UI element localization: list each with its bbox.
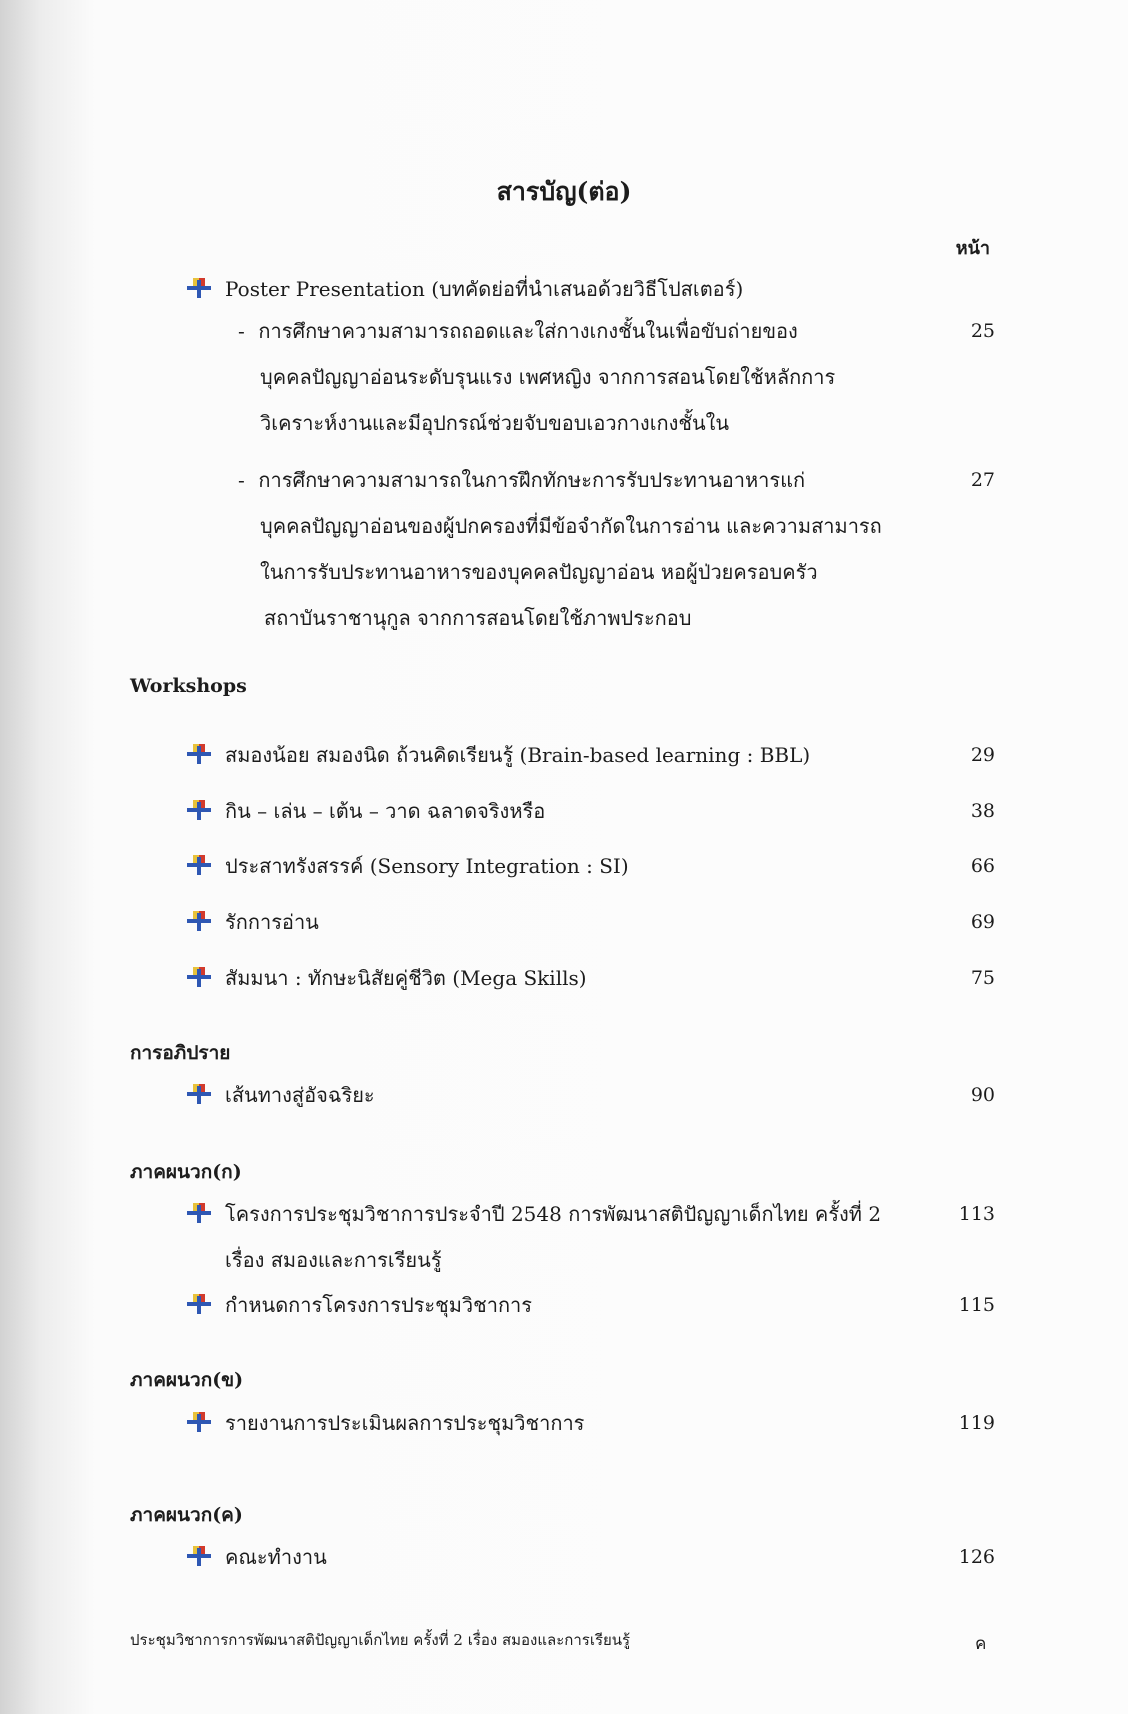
entry-label: เส้นทางสู่อัจฉริยะ bbox=[225, 1083, 375, 1107]
entry-label: สมองน้อย สมองนิด ถ้วนคิดเรียนรู้ (Brain-based learning : BBL) bbox=[225, 743, 811, 767]
entry-line: วิเคราะห์งานและมีอุปกรณ์ช่วยจับขอบเอวกางเกงชั้นใน bbox=[260, 411, 730, 435]
entry-line: เรื่อง สมองและการเรียนรู้ bbox=[225, 1248, 442, 1272]
entry-line: การศึกษาความสามารถถอดและใส่กางเกงชั้นในเพื่อขับถ่ายของ bbox=[258, 319, 798, 343]
bullet-icon bbox=[185, 1202, 213, 1224]
dash-marker: - bbox=[238, 319, 245, 343]
page-title: สารบัญ(ต่อ) bbox=[496, 177, 632, 206]
entry-line: การศึกษาความสามารถในการฝึกทักษะการรับประทานอาหารแก่ bbox=[258, 468, 806, 492]
entry-label: ประสาทรังสรรค์ (Sensory Integration : SI) bbox=[225, 854, 629, 878]
section-heading-workshops: Workshops bbox=[130, 675, 247, 697]
entry-line: บุคคลปัญญาอ่อนของผู้ปกครองที่มีข้อจำกัดในการอ่าน และความสามารถ bbox=[260, 514, 882, 538]
entry-label: คณะทำงาน bbox=[225, 1545, 327, 1569]
bullet-icon bbox=[185, 743, 213, 765]
bullet-icon bbox=[185, 1411, 213, 1433]
entry-label: รักการอ่าน bbox=[225, 910, 319, 934]
bullet-icon bbox=[185, 799, 213, 821]
toc-entry bbox=[185, 955, 587, 1001]
dash-marker: - bbox=[238, 468, 245, 492]
toc-entry bbox=[185, 732, 810, 778]
page-column-header: หน้า bbox=[955, 238, 990, 259]
toc-entry bbox=[185, 843, 629, 889]
toc-entry bbox=[185, 1072, 375, 1118]
toc-entry bbox=[185, 1534, 327, 1580]
page-number: 126 bbox=[958, 1546, 995, 1568]
toc-entry bbox=[185, 1191, 881, 1283]
page-number: 38 bbox=[970, 800, 995, 822]
toc-entry bbox=[185, 788, 545, 834]
page-number: 113 bbox=[958, 1203, 995, 1225]
bullet-icon bbox=[185, 1545, 213, 1567]
section-heading-appendix-b: ภาคผนวก(ข) bbox=[130, 1369, 244, 1391]
page-number: 29 bbox=[970, 744, 995, 766]
page-footer: ประชุมวิชาการการพัฒนาสติปัญญาเด็กไทย ครั้งที่ 2 เรื่อง สมองและการเรียนรู้ bbox=[130, 1631, 631, 1649]
poster-presentation-entry bbox=[185, 266, 743, 312]
entry-label: กำหนดการโครงการประชุมวิชาการ bbox=[225, 1293, 533, 1317]
bullet-icon bbox=[185, 1083, 213, 1105]
entry-label: สัมมนา : ทักษะนิสัยคู่ชีวิต (Mega Skills) bbox=[225, 966, 587, 990]
section-heading-appendix-a: ภาคผนวก(ก) bbox=[130, 1161, 242, 1183]
bullet-icon bbox=[185, 910, 213, 932]
bullet-icon bbox=[185, 854, 213, 876]
entry-label: โครงการประชุมวิชาการประจำปี 2548 การพัฒนาสติปัญญาเด็กไทย ครั้งที่ 2 bbox=[225, 1202, 882, 1226]
section-heading-appendix-c: ภาคผนวก(ค) bbox=[130, 1504, 243, 1526]
page-number: 90 bbox=[970, 1084, 995, 1106]
entry-line: ในการรับประทานอาหารของบุคคลปัญญาอ่อน หอผู้ป่วยครอบครัว bbox=[260, 560, 818, 584]
bullet-icon bbox=[185, 277, 213, 299]
page-number: 119 bbox=[958, 1412, 995, 1434]
page-number: 115 bbox=[958, 1294, 995, 1316]
poster-item-2 bbox=[238, 457, 882, 641]
page-number: 69 bbox=[970, 911, 995, 933]
page-number: 25 bbox=[970, 320, 995, 342]
section-heading-discussion: การอภิปราย bbox=[130, 1042, 231, 1064]
entry-label: กิน – เล่น – เต้น – วาด ฉลาดจริงหรือ bbox=[225, 799, 546, 823]
poster-item-1 bbox=[238, 308, 835, 446]
page-number: 75 bbox=[970, 967, 995, 989]
bullet-icon bbox=[185, 1293, 213, 1315]
entry-line: สถาบันราชานุกูล จากการสอนโดยใช้ภาพประกอบ bbox=[264, 606, 692, 630]
entry-label: รายงานการประเมินผลการประชุมวิชาการ bbox=[225, 1411, 585, 1435]
page-number: 66 bbox=[970, 855, 995, 877]
footer-page-letter: ค bbox=[975, 1634, 987, 1654]
bullet-icon bbox=[185, 966, 213, 988]
toc-entry bbox=[185, 1282, 532, 1328]
toc-entry bbox=[185, 1400, 584, 1446]
toc-entry bbox=[185, 899, 319, 945]
entry-line: บุคคลปัญญาอ่อนระดับรุนแรง เพศหญิง จากการสอนโดยใช้หลักการ bbox=[260, 365, 836, 389]
page-number: 27 bbox=[970, 469, 995, 491]
entry-label: Poster Presentation (บทคัดย่อที่นำเสนอด้วยวิธีโปสเตอร์) bbox=[225, 277, 744, 301]
